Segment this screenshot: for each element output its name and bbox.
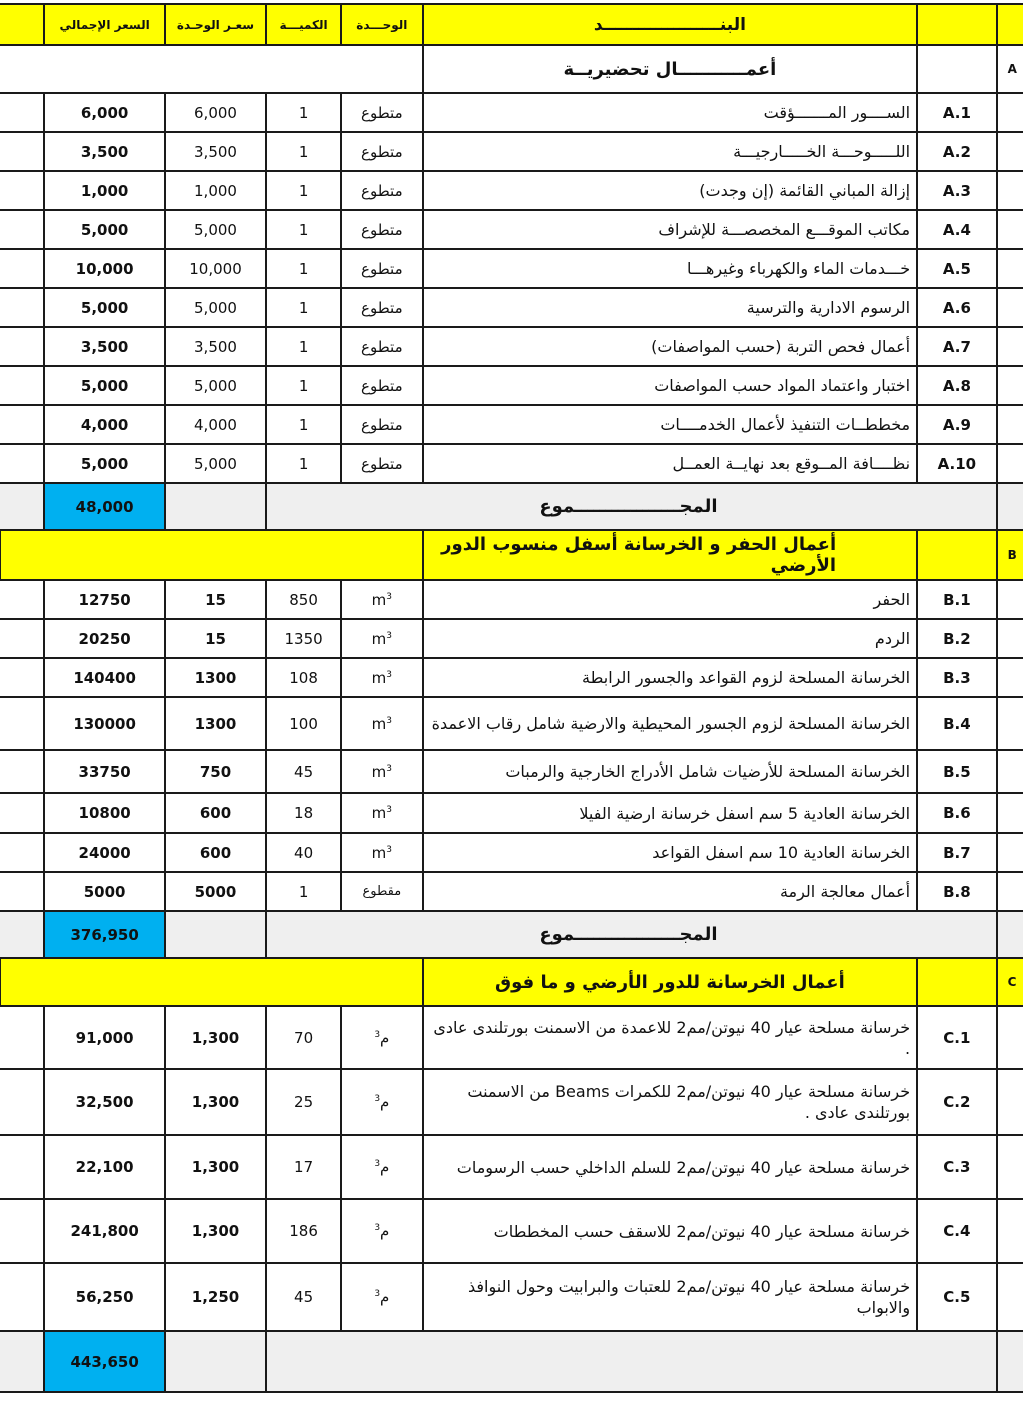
total-price: 1,000 <box>44 171 164 210</box>
item-description: خرسانة مسلحة عيار 40 نيوتن/مم2 للاعمدة من الاسمنت بورتلندى عادى . <box>423 1006 917 1069</box>
unit-price: 5000 <box>165 872 266 911</box>
item-row <box>0 93 1023 132</box>
total-price: 5000 <box>44 872 164 911</box>
quantity: 100 <box>266 697 341 750</box>
unit <box>341 658 423 697</box>
unit-exponent: 3 <box>374 1029 381 1040</box>
quantity: 1 <box>266 327 341 366</box>
unit-symbol: م <box>380 1222 390 1240</box>
row-spacer <box>0 210 44 249</box>
sum-row <box>0 1331 1023 1392</box>
sum-label <box>266 1331 996 1392</box>
unit <box>341 288 423 327</box>
quantity: 1 <box>266 171 341 210</box>
row-edge <box>997 132 1023 171</box>
quantity: 1 <box>266 132 341 171</box>
unit-price: 1,250 <box>165 1263 266 1331</box>
item-row <box>0 658 1023 697</box>
quantity: 18 <box>266 793 341 833</box>
row-spacer <box>0 580 44 619</box>
item-code: C.1 <box>917 1006 997 1069</box>
quantity: 186 <box>266 1199 341 1263</box>
item-row <box>0 619 1023 658</box>
section-title-spacer <box>0 45 423 93</box>
item-row <box>0 1263 1023 1331</box>
unit-price: 15 <box>165 580 266 619</box>
row-spacer <box>0 1006 44 1069</box>
row-spacer <box>0 444 44 483</box>
unit-exponent: 3 <box>374 1289 381 1299</box>
unit-price: 5,000 <box>165 366 266 405</box>
unit-price: 600 <box>165 793 266 833</box>
section-title-spacer <box>0 958 423 1006</box>
total-price: 24000 <box>44 833 164 872</box>
item-description: الخرسانة العادية 10 سم اسفل القواعد <box>423 833 917 872</box>
row-spacer <box>0 171 44 210</box>
unit-symbol: متطوع <box>361 415 403 434</box>
total-price: 56,250 <box>44 1263 164 1331</box>
total-price: 33750 <box>44 750 164 793</box>
item-description: مكاتب الموقـــع المخصصـــة للإشراف <box>423 210 917 249</box>
section-title-spacer <box>0 530 423 580</box>
section-title-code-cell <box>917 45 997 93</box>
item-code: B.3 <box>917 658 997 697</box>
total-price: 4,000 <box>44 405 164 444</box>
item-description: الرسوم الادارية والترسية <box>423 288 917 327</box>
total-price: 5,000 <box>44 444 164 483</box>
unit-symbol: m <box>371 714 387 733</box>
unit <box>341 1135 423 1199</box>
unit-price: 6,000 <box>165 93 266 132</box>
unit-symbol: m <box>371 668 387 687</box>
item-code: B.2 <box>917 619 997 658</box>
item-row <box>0 580 1023 619</box>
item-description: خـــدمات الماء والكهرباء وغيرهـــا <box>423 249 917 288</box>
header-item: البنــــــــــــــــــــد <box>423 4 917 45</box>
boq-table <box>0 3 1023 1393</box>
item-description: أعمال فحص التربة (حسب المواصفات) <box>423 327 917 366</box>
item-description: خرسانة مسلحة عيار 40 نيوتن/مم2 للاسقف حسب المخططات <box>423 1199 917 1263</box>
row-spacer <box>0 288 44 327</box>
row-edge <box>997 1069 1023 1135</box>
unit-price: 15 <box>165 619 266 658</box>
quantity: 1 <box>266 93 341 132</box>
unit-price: 3,500 <box>165 327 266 366</box>
item-row <box>0 833 1023 872</box>
quantity: 45 <box>266 750 341 793</box>
unit-exponent: 3 <box>386 844 393 855</box>
unit-exponent: 3 <box>386 591 393 602</box>
row-spacer <box>0 619 44 658</box>
row-spacer <box>0 327 44 366</box>
header-unit-price: سعـر الوحـدة <box>165 4 266 45</box>
sum-edge <box>997 1331 1023 1392</box>
unit <box>341 444 423 483</box>
unit-price: 3,500 <box>165 132 266 171</box>
unit-symbol: متطوع <box>361 337 403 356</box>
unit-exponent: 3 <box>386 715 393 726</box>
total-price: 241,800 <box>44 1199 164 1263</box>
unit-symbol: مقطوع <box>362 884 402 899</box>
row-spacer <box>0 1135 44 1199</box>
row-spacer <box>0 405 44 444</box>
unit-symbol: m <box>371 590 387 609</box>
total-price: 5,000 <box>44 210 164 249</box>
total-price: 20250 <box>44 619 164 658</box>
section-title: أعمال الحفر و الخرسانة أسفل منسوب الدور الأرضي <box>423 530 917 580</box>
total-price: 91,000 <box>44 1006 164 1069</box>
item-row <box>0 444 1023 483</box>
row-spacer <box>0 872 44 911</box>
sum-row <box>0 911 1023 958</box>
sum-row <box>0 483 1023 530</box>
unit <box>341 750 423 793</box>
item-description: الخرسانة العادية 5 سم اسفل خرسانة ارضية الفيلا <box>423 793 917 833</box>
item-row <box>0 1069 1023 1135</box>
item-row <box>0 405 1023 444</box>
item-row <box>0 1199 1023 1263</box>
item-row <box>0 366 1023 405</box>
unit <box>341 580 423 619</box>
unit-symbol: متطوع <box>361 298 403 317</box>
unit-symbol: m <box>371 762 387 781</box>
total-price: 140400 <box>44 658 164 697</box>
unit-symbol: م <box>380 1093 390 1111</box>
row-spacer <box>0 1069 44 1135</box>
row-edge <box>997 1135 1023 1199</box>
row-spacer <box>0 132 44 171</box>
sum-edge <box>997 911 1023 958</box>
section-title-code-cell <box>917 958 997 1006</box>
section-title-row <box>0 958 1023 1006</box>
unit <box>341 872 423 911</box>
unit-exponent: 3 <box>374 1223 381 1233</box>
unit-price: 5,000 <box>165 288 266 327</box>
item-code: A.2 <box>917 132 997 171</box>
row-edge <box>997 750 1023 793</box>
unit-symbol: متطوع <box>361 142 403 161</box>
unit-symbol: متطوع <box>361 454 403 473</box>
quantity: 850 <box>266 580 341 619</box>
unit-price: 1300 <box>165 697 266 750</box>
unit-price: 1,300 <box>165 1006 266 1069</box>
section-letter: A <box>997 45 1023 93</box>
item-code: A.4 <box>917 210 997 249</box>
row-spacer <box>0 1263 44 1331</box>
item-row <box>0 249 1023 288</box>
total-price: 3,500 <box>44 132 164 171</box>
header-spacer <box>0 4 44 45</box>
item-code: B.4 <box>917 697 997 750</box>
unit-symbol: م <box>380 1288 390 1306</box>
unit <box>341 249 423 288</box>
item-description: اختبار واعتماد المواد حسب المواصفات <box>423 366 917 405</box>
unit-exponent: 3 <box>386 763 393 774</box>
section-total: 376,950 <box>44 911 164 958</box>
unit-symbol: م <box>380 1158 390 1176</box>
item-description: مخططــات التنفيذ لأعمال الخدمــــات <box>423 405 917 444</box>
item-code: B.7 <box>917 833 997 872</box>
item-code: C.2 <box>917 1069 997 1135</box>
item-code: B.8 <box>917 872 997 911</box>
row-spacer <box>0 366 44 405</box>
sum-spacer <box>0 911 44 958</box>
total-price: 10,000 <box>44 249 164 288</box>
row-edge <box>997 872 1023 911</box>
unit-price: 5,000 <box>165 210 266 249</box>
item-code: A.5 <box>917 249 997 288</box>
item-code: A.6 <box>917 288 997 327</box>
item-row <box>0 327 1023 366</box>
quantity: 1 <box>266 288 341 327</box>
quantity: 40 <box>266 833 341 872</box>
row-edge <box>997 93 1023 132</box>
unit-exponent: 3 <box>374 1159 381 1169</box>
item-row <box>0 132 1023 171</box>
unit-symbol: متطوع <box>361 181 403 200</box>
quantity: 25 <box>266 1069 341 1135</box>
unit <box>341 1263 423 1331</box>
quantity: 1 <box>266 405 341 444</box>
total-price: 130000 <box>44 697 164 750</box>
row-edge <box>997 210 1023 249</box>
total-price: 32,500 <box>44 1069 164 1135</box>
unit <box>341 366 423 405</box>
section-title-row <box>0 530 1023 580</box>
row-spacer <box>0 833 44 872</box>
row-edge <box>997 1263 1023 1331</box>
item-description: خرسانة مسلحة عيار 40 نيوتن/مم2 للسلم الداخلي حسب الرسومات <box>423 1135 917 1199</box>
item-code: C.3 <box>917 1135 997 1199</box>
row-edge <box>997 580 1023 619</box>
unit-symbol: متطوع <box>361 103 403 122</box>
row-edge <box>997 1006 1023 1069</box>
unit-price: 1,300 <box>165 1199 266 1263</box>
unit-price: 600 <box>165 833 266 872</box>
quantity: 70 <box>266 1006 341 1069</box>
total-price: 10800 <box>44 793 164 833</box>
item-code: B.6 <box>917 793 997 833</box>
sum-label: المجـــــــــــــــــموع <box>266 911 996 958</box>
item-description: خرسانة مسلحة عيار 40 نيوتن/مم2 للكمرات Beams من الاسمنت بورتلندى عادى . <box>423 1069 917 1135</box>
row-edge <box>997 1199 1023 1263</box>
unit-price: 4,000 <box>165 405 266 444</box>
row-edge <box>997 444 1023 483</box>
sum-edge <box>997 483 1023 530</box>
item-code: A.3 <box>917 171 997 210</box>
item-description: الخرسانة المسلحة لزوم القواعد والجسور الرابطة <box>423 658 917 697</box>
item-row <box>0 750 1023 793</box>
unit <box>341 93 423 132</box>
total-price: 22,100 <box>44 1135 164 1199</box>
unit <box>341 210 423 249</box>
unit <box>341 405 423 444</box>
section-total: 48,000 <box>44 483 164 530</box>
unit-symbol: m <box>371 843 387 862</box>
unit-symbol: متطوع <box>361 376 403 395</box>
quantity: 1 <box>266 210 341 249</box>
item-code: A.9 <box>917 405 997 444</box>
quantity: 17 <box>266 1135 341 1199</box>
unit-symbol: m <box>371 804 387 822</box>
unit <box>341 171 423 210</box>
quantity: 1350 <box>266 619 341 658</box>
row-edge <box>997 171 1023 210</box>
item-description: الردم <box>423 619 917 658</box>
item-code: C.4 <box>917 1199 997 1263</box>
total-price: 3,500 <box>44 327 164 366</box>
item-code: A.7 <box>917 327 997 366</box>
sum-label: المجـــــــــــــــــموع <box>266 483 996 530</box>
item-description: نظــــافة المــوقع بعد نهايــة العمــل <box>423 444 917 483</box>
unit-price: 5,000 <box>165 444 266 483</box>
item-row <box>0 697 1023 750</box>
item-code: B.5 <box>917 750 997 793</box>
item-description: الخرسانة المسلحة لزوم الجسور المحيطية والارضية شامل رقاب الاعمدة <box>423 697 917 750</box>
unit-symbol: متطوع <box>361 259 403 278</box>
row-edge <box>997 366 1023 405</box>
row-edge <box>997 793 1023 833</box>
unit <box>341 833 423 872</box>
row-spacer <box>0 793 44 833</box>
quantity: 1 <box>266 366 341 405</box>
item-row <box>0 1135 1023 1199</box>
unit <box>341 1006 423 1069</box>
unit-exponent: 3 <box>386 669 393 680</box>
sum-spacer <box>0 1331 44 1392</box>
quantity: 108 <box>266 658 341 697</box>
item-description: إزالة المباني القائمة (إن وجدت) <box>423 171 917 210</box>
unit-symbol: م <box>380 1028 390 1047</box>
unit <box>341 697 423 750</box>
item-row <box>0 872 1023 911</box>
total-price: 6,000 <box>44 93 164 132</box>
item-code: A.1 <box>917 93 997 132</box>
row-edge <box>997 619 1023 658</box>
section-letter: B <box>997 530 1023 580</box>
row-edge <box>997 833 1023 872</box>
unit-price: 750 <box>165 750 266 793</box>
unit-symbol: m <box>371 629 387 648</box>
quantity: 1 <box>266 249 341 288</box>
total-price: 5,000 <box>44 288 164 327</box>
item-code: A.10 <box>917 444 997 483</box>
item-description: الســــور المـــــــؤقت <box>423 93 917 132</box>
row-spacer <box>0 697 44 750</box>
item-row <box>0 793 1023 833</box>
row-spacer <box>0 1199 44 1263</box>
sum-blank <box>165 911 266 958</box>
sum-blank <box>165 483 266 530</box>
row-edge <box>997 405 1023 444</box>
section-title-row <box>0 45 1023 93</box>
unit <box>341 1069 423 1135</box>
sum-spacer <box>0 483 44 530</box>
row-spacer <box>0 750 44 793</box>
item-description: خرسانة مسلحة عيار 40 نيوتن/مم2 للعتبات والبرابيت وحول النوافذ والابواب <box>423 1263 917 1331</box>
unit <box>341 132 423 171</box>
item-code: B.1 <box>917 580 997 619</box>
section-letter: C <box>997 958 1023 1006</box>
unit-exponent: 3 <box>386 805 393 815</box>
item-code: A.8 <box>917 366 997 405</box>
header-code <box>917 4 997 45</box>
row-edge <box>997 327 1023 366</box>
item-row <box>0 171 1023 210</box>
row-spacer <box>0 658 44 697</box>
unit <box>341 793 423 833</box>
row-edge <box>997 697 1023 750</box>
section-total: 443,650 <box>44 1331 164 1392</box>
total-price: 12750 <box>44 580 164 619</box>
item-description: أعمال معالجة الرمة <box>423 872 917 911</box>
unit-exponent: 3 <box>374 1094 381 1104</box>
item-description: الخرسانة المسلحة للأرضيات شامل الأدراج الخارجية والرمبات <box>423 750 917 793</box>
unit-price: 1,300 <box>165 1069 266 1135</box>
item-description: اللـــــوحـــة الخـــــارجيـــة <box>423 132 917 171</box>
item-row <box>0 210 1023 249</box>
row-spacer <box>0 93 44 132</box>
row-edge <box>997 249 1023 288</box>
header-total-price: السعر الإجمالي <box>44 4 164 45</box>
quantity: 1 <box>266 872 341 911</box>
unit-price: 1,300 <box>165 1135 266 1199</box>
item-code: C.5 <box>917 1263 997 1331</box>
header-edge <box>997 4 1023 45</box>
header-row <box>0 4 1023 45</box>
header-unit: الوحـــدة <box>341 4 423 45</box>
sum-blank <box>165 1331 266 1392</box>
unit-symbol: متطوع <box>361 220 403 239</box>
unit-price: 1300 <box>165 658 266 697</box>
unit <box>341 1199 423 1263</box>
row-spacer <box>0 249 44 288</box>
total-price: 5,000 <box>44 366 164 405</box>
quantity: 1 <box>266 444 341 483</box>
item-row <box>0 288 1023 327</box>
unit-price: 1,000 <box>165 171 266 210</box>
unit <box>341 619 423 658</box>
row-edge <box>997 288 1023 327</box>
quantity: 45 <box>266 1263 341 1331</box>
section-title: أعمـــــــــــال تحضيريــة <box>423 45 917 93</box>
item-row <box>0 1006 1023 1069</box>
item-description: الحفر <box>423 580 917 619</box>
row-edge <box>997 658 1023 697</box>
section-title: أعمال الخرسانة للدور الأرضي و ما فوق <box>423 958 917 1006</box>
section-title-code-cell <box>917 530 997 580</box>
unit-price: 10,000 <box>165 249 266 288</box>
unit-exponent: 3 <box>386 630 393 641</box>
unit <box>341 327 423 366</box>
header-quantity: الكميـــة <box>266 4 341 45</box>
